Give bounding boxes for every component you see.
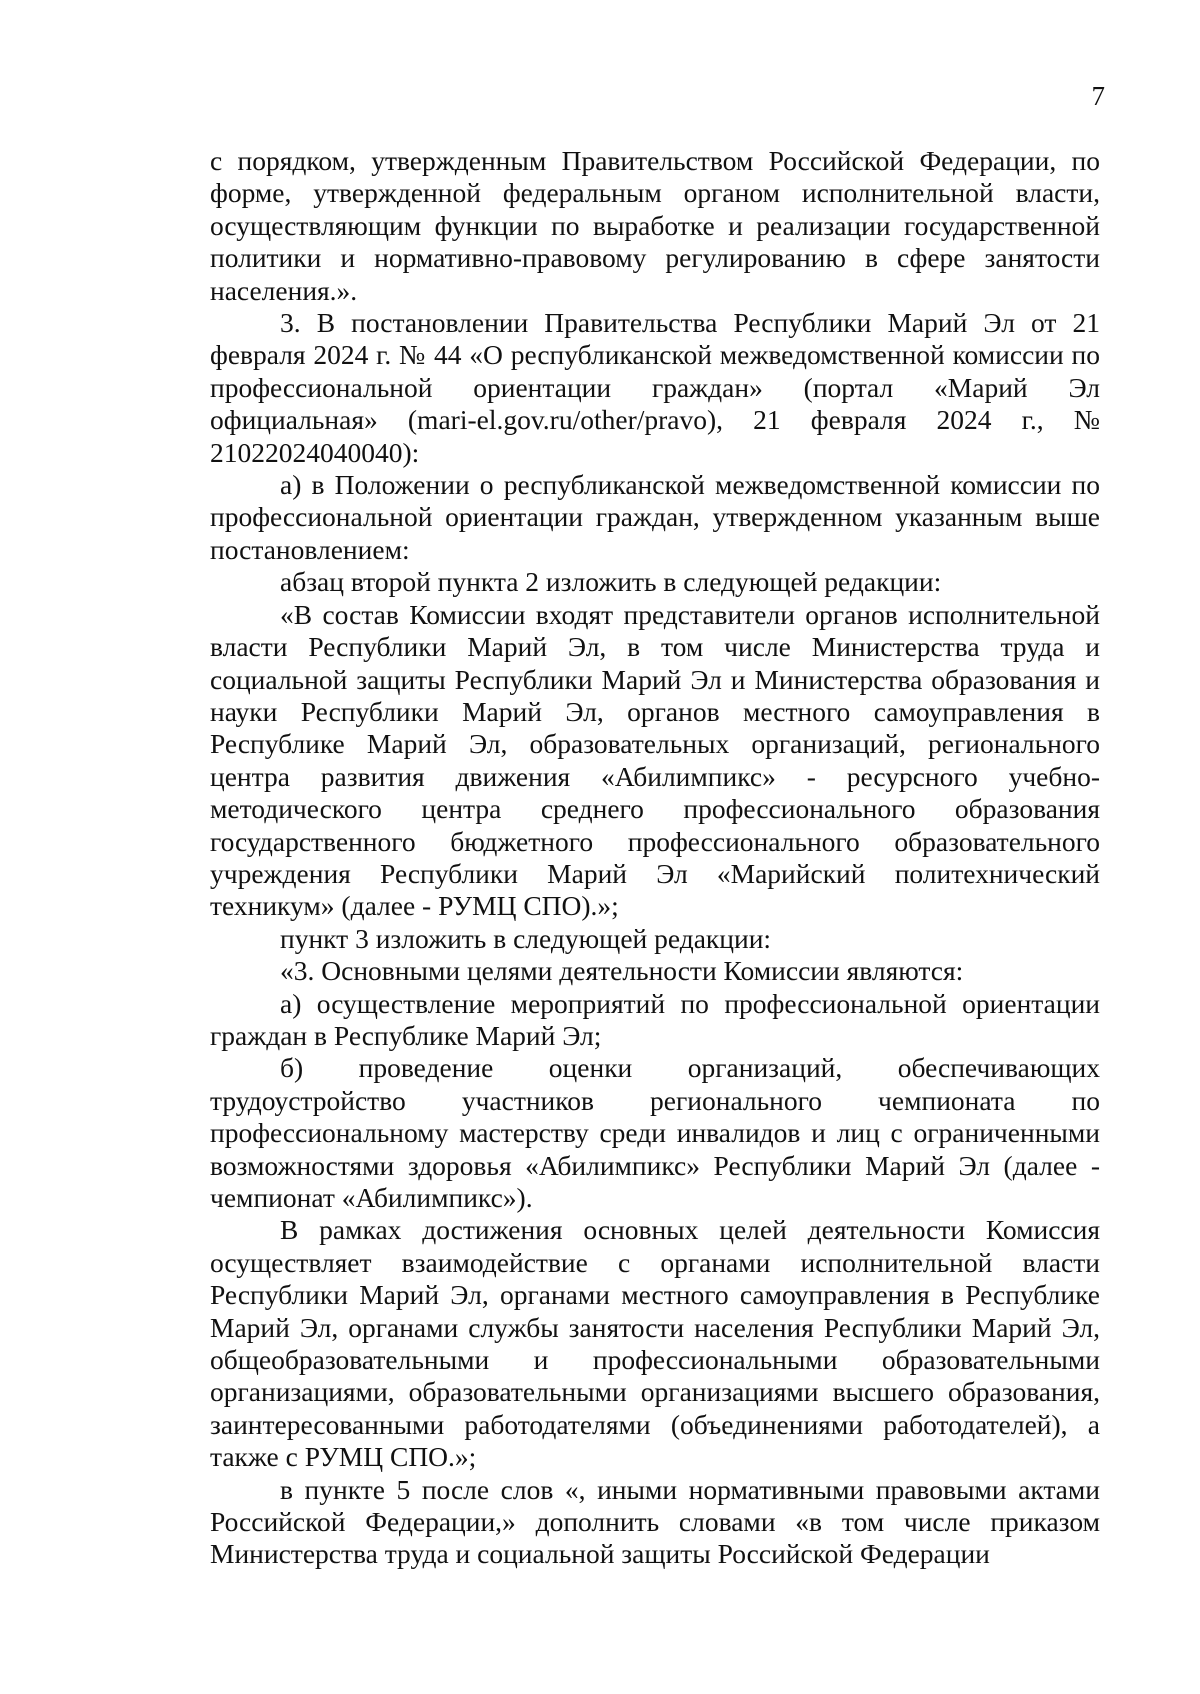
paragraph-commission-composition: «В состав Комиссии входят представители органов исполнительной власти Республики Марий Эл, в том числе Министерства труда и социальной защиты Республики Марий Эл и Министерства образования и науки Республики Марий Эл, органов местного самоуправления в Республике Марий Эл, образовательных организаций, регионального центра развития движения «Абилимпикс» - ресурсного учебно-методического центра среднего профессионального образования государственного бюджетного профессионального образовательного учреждения Республики Марий Эл «Марийский политехнический техникум» (далее - РУМЦ СПО).»; bbox=[210, 598, 1100, 922]
paragraph-goal-b: б) проведение оценки организаций, обеспечивающих трудоустройство участников регионального чемпионата по профессиональному мастерству среди инвалидов и лиц с ограниченными возможностями здоровья «Абилимпикс» Республики Марий Эл (далее - чемпионат «Абилимпикс»). bbox=[210, 1052, 1100, 1213]
paragraph-interaction: В рамках достижения основных целей деятельности Комиссия осуществляет взаимодействие с органами исполнительной власти Республики Марий Эл, органами местного самоуправления в Республике Марий Эл, органами службы занятости населения Республики Марий Эл, общеобразовательными и профессиональными образовательными организациями, образовательными организациями высшего образования, заинтересованными работодателями (объединениями работодателей), а также с РУМЦ СПО.»; bbox=[210, 1214, 1100, 1473]
page-number: 7 bbox=[1091, 81, 1105, 111]
document-body bbox=[210, 145, 1100, 1571]
paragraph-continuation: с порядком, утвержденным Правительством Российской Федерации, по форме, утвержденной федеральным органом исполнительной власти, осуществляющим функции по выработке и реализации государственной политики и нормативно-правовому регулированию в сфере занятости населения.». bbox=[210, 145, 1100, 306]
paragraph-amend-point-3: пункт 3 изложить в следующей редакции: bbox=[280, 922, 772, 954]
paragraph-goal-a: а) осуществление мероприятий по профессиональной ориентации граждан в Республике Марий Эл; bbox=[210, 987, 1100, 1051]
paragraph-subitem-a: а) в Положении о республиканской межведомственной комиссии по профессиональной ориентации граждан, утвержденном указанным выше постановлением: bbox=[210, 469, 1100, 565]
paragraph-point-5: в пункте 5 после слов «, иными нормативными правовыми актами Российской Федерации,» дополнить словами «в том числе приказом Министерства труда и социальной защиты Российской Федерации bbox=[210, 1473, 1100, 1570]
paragraph-item-3: 3. В постановлении Правительства Республики Марий Эл от 21 февраля 2024 г. № 44 «О республиканской межведомственной комиссии по профессиональной ориентации граждан» (портал «Марий Эл официальная» (mari-el.gov.ru/other/pravo), 21 февраля 2024 г., № 21022024040040): bbox=[210, 307, 1100, 468]
paragraph-amend-point-2: абзац второй пункта 2 изложить в следующей редакции: bbox=[280, 566, 942, 598]
paragraph-goals-heading: «3. Основными целями деятельности Комиссии являются: bbox=[280, 955, 964, 987]
